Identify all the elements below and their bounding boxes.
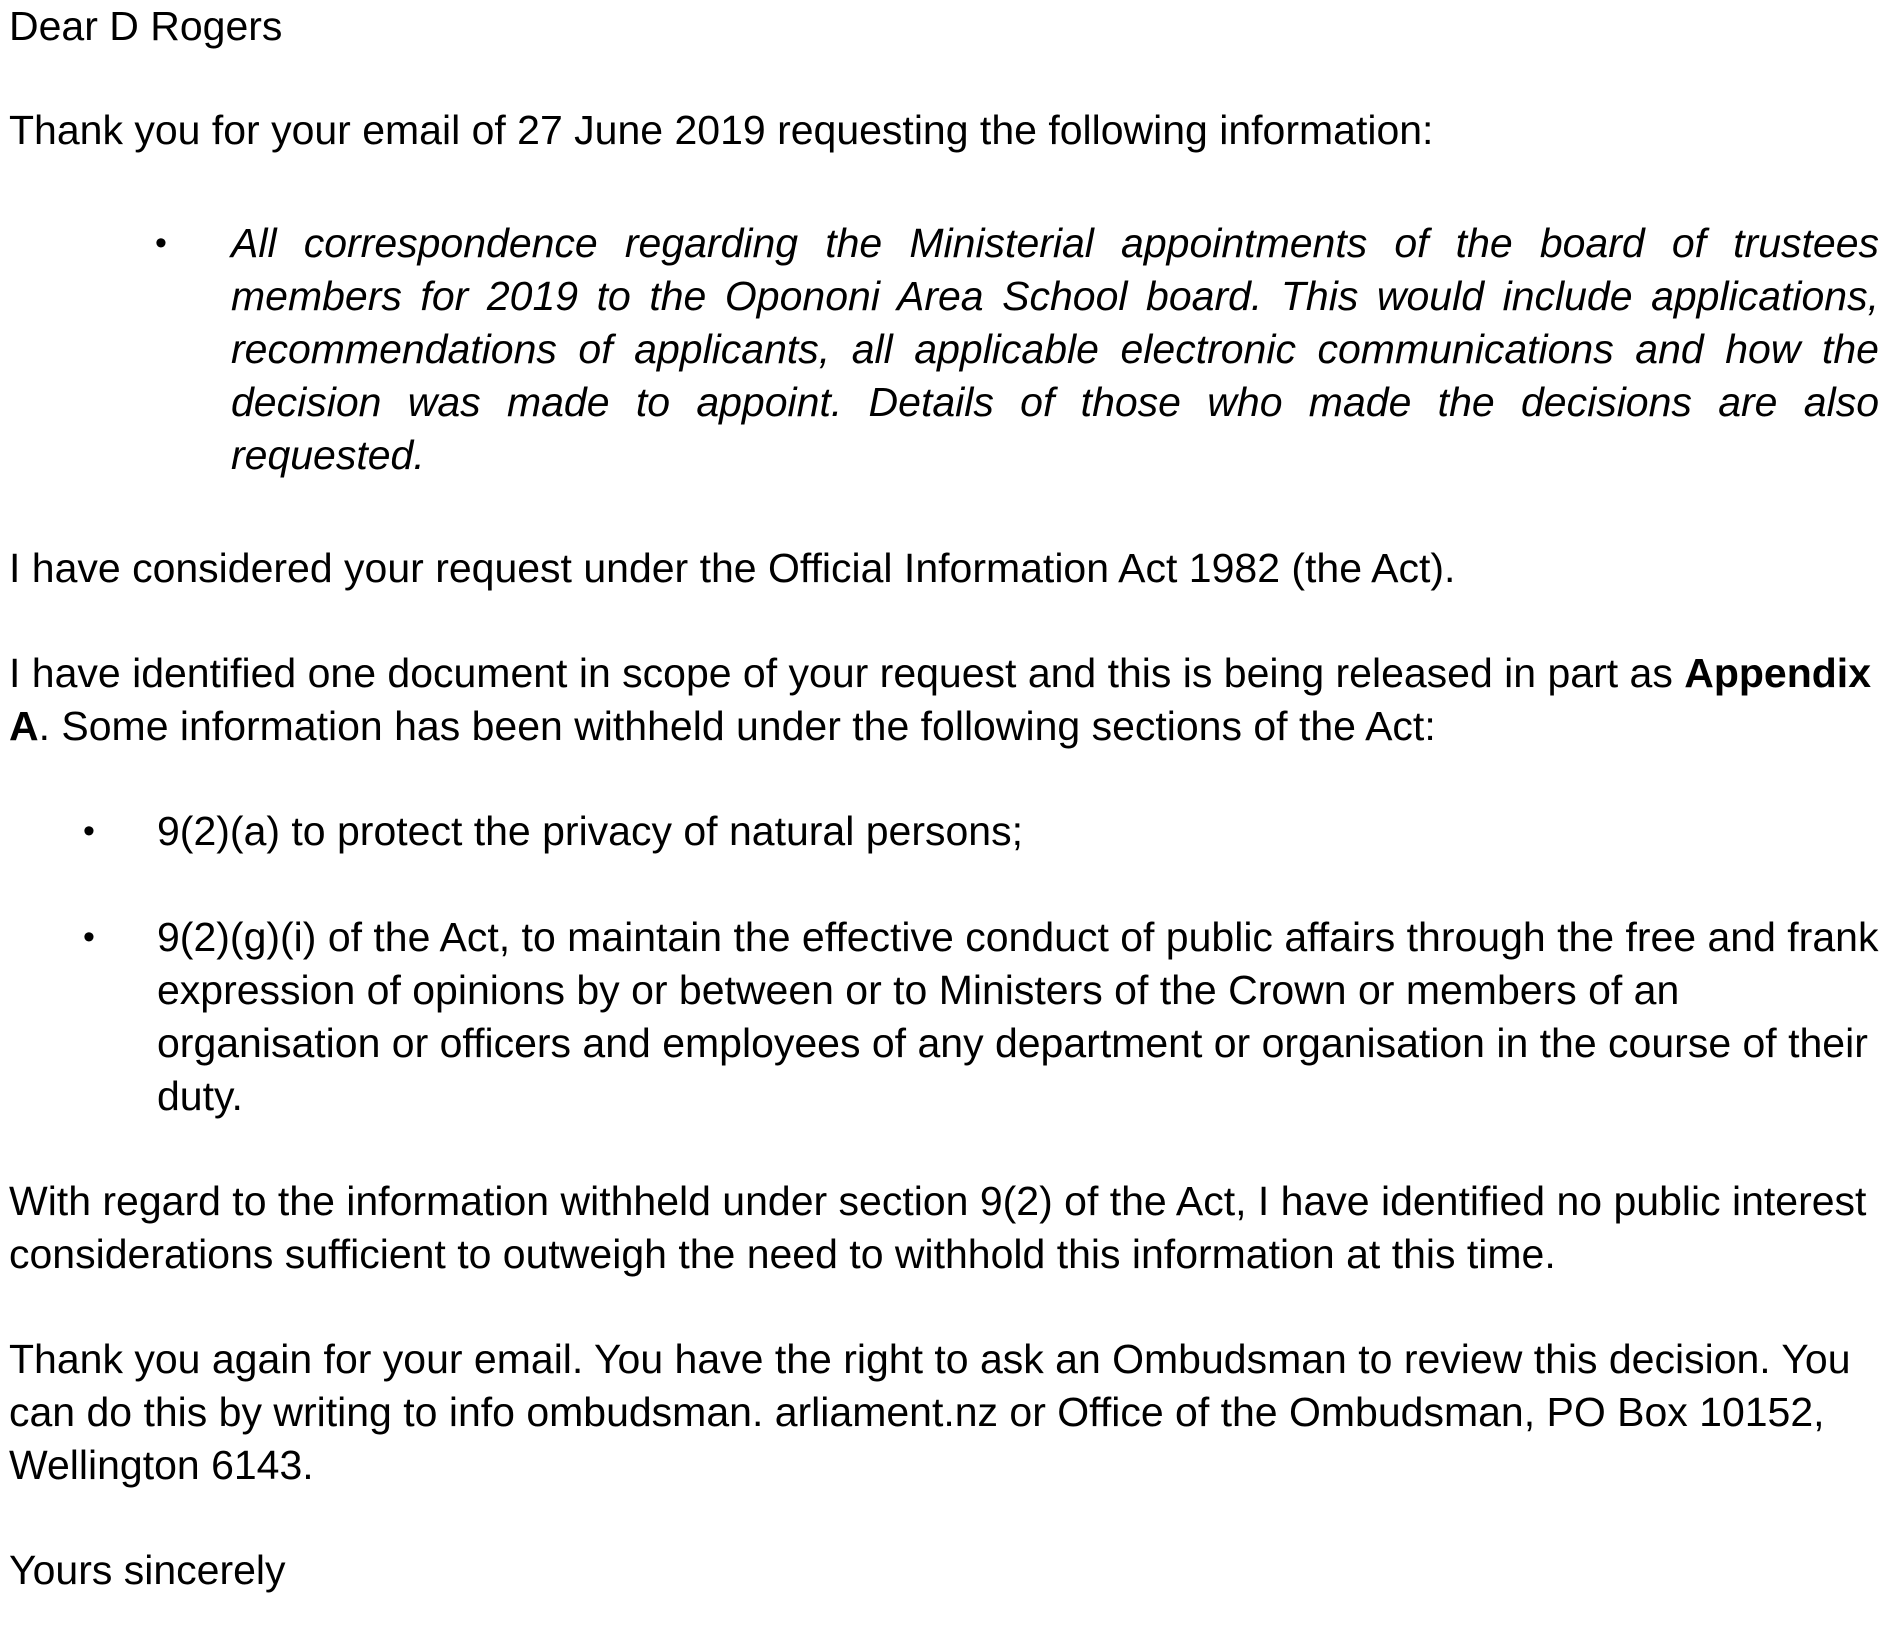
signoff: Yours sincerely (9, 1547, 286, 1593)
withhold-text: 9(2)(g)(i) of the Act, to maintain the effective conduct of public affairs through the free and frank expression of opinions by or between or to Ministers of the Crown or members of an organisation or officers and employees of any department or organisation in the course of their duty. (157, 914, 1879, 1119)
public-interest-paragraph: With regard to the information withheld under section 9(2) of the Act, I have identified no public interest considerations sufficient to outweigh the need to withhold this information at this time. (9, 1178, 1867, 1277)
request-item (9, 217, 1879, 482)
bullet-icon: • (83, 918, 95, 956)
closing-paragraph: Thank you again for your email. You have the right to ask an Ombudsman to review this decision. You can do this by writing to info ombudsman. arliament.nz or Office of the Ombudsman, PO Box 10152, Wellington 6143. (9, 1336, 1851, 1488)
request-text: All correspondence regarding the Ministerial appointments of the board of trustees members for 2019 to the Opononi Area School board. This would include applications, recommendations of applicants, all applicable electronic communications and how the decision was made to appoint. Details of those who made the decisions are also requested. (231, 220, 1879, 478)
considered-paragraph: I have considered your request under the Official Information Act 1982 (the Act). (9, 545, 1456, 591)
identified-text-1: I have identified one document in scope of your request and this is being released in part as (9, 650, 1685, 696)
withhold-item (9, 911, 1879, 1123)
identified-paragraph (9, 647, 1879, 753)
salutation: Dear D Rogers (9, 3, 283, 49)
letter-body (9, 0, 1879, 1597)
withhold-list (9, 805, 1879, 1123)
request-list (9, 217, 1879, 482)
intro-paragraph: Thank you for your email of 27 June 2019 requesting the following information: (9, 107, 1434, 153)
identified-text-2: . Some information has been withheld under the following sections of the Act: (38, 703, 1436, 749)
bullet-icon: • (83, 812, 95, 850)
withhold-text: 9(2)(a) to protect the privacy of natural persons; (157, 808, 1023, 854)
bullet-icon: • (155, 224, 167, 262)
appendix-reference: Appendix A (9, 650, 1872, 749)
withhold-item (9, 805, 1879, 858)
